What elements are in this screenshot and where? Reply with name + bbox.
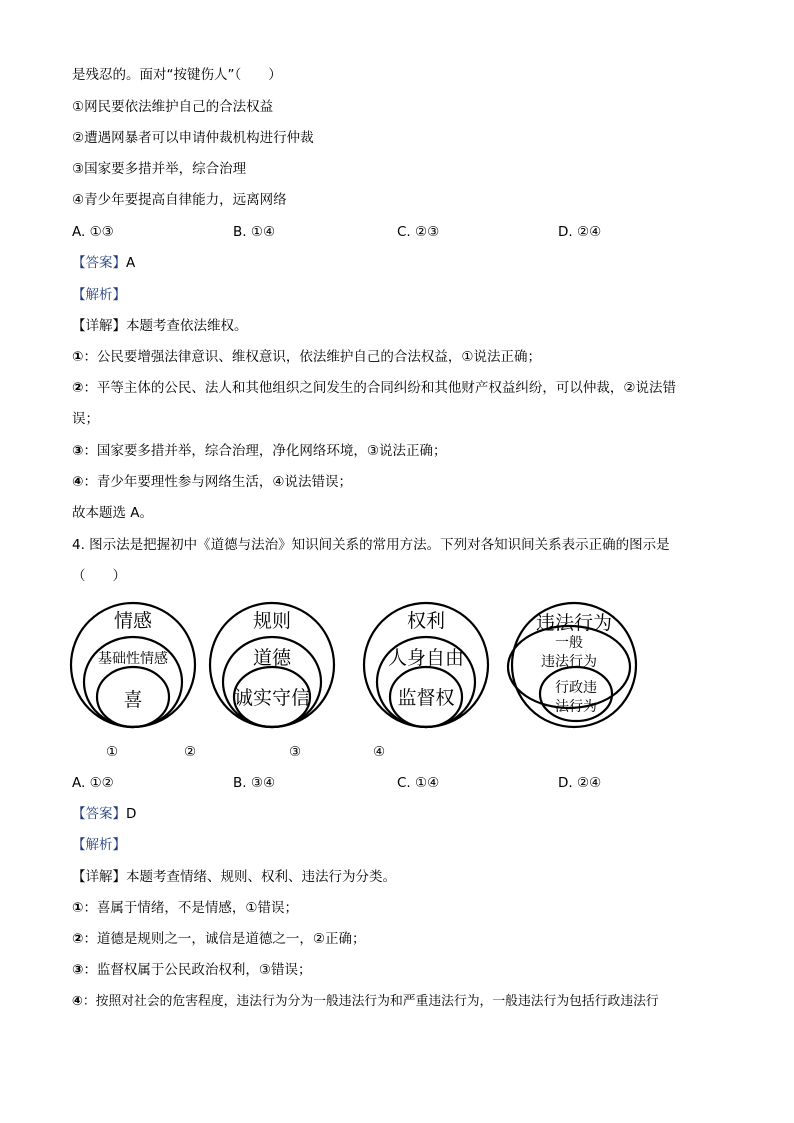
d1-outer-label: 情感 [113, 610, 153, 632]
q3-explain-2 [72, 379, 676, 397]
q4-answer [72, 805, 136, 823]
q4-analysis-heading [72, 836, 126, 854]
q4-explain-3 [72, 961, 312, 979]
d4-inner-label-line1: 行政违 [555, 680, 597, 696]
q3-explain-2-cont: 误； [72, 411, 99, 427]
q3-option-d: D. ②④ [558, 224, 602, 240]
q3-statement-3: ③国家要多措并举，综合治理 [72, 161, 247, 177]
explain-text: ：道德是规则之一，诚信是道德之一，②正确； [83, 931, 366, 947]
q4-stem-paren: （ ） [72, 568, 126, 584]
d2-outer-label: 规则 [252, 610, 292, 632]
detail-tag: 【详解】 [72, 869, 126, 885]
detail-text: 本题考查情绪、规则、权利、违法行为分类。 [126, 869, 396, 885]
q4-explain-4 [72, 993, 659, 1011]
diagram-3-label: ③ [289, 744, 302, 760]
detail-tag: 【详解】 [72, 318, 126, 334]
explain-text: ：公民要增强法律意识、维权意识，依法维护自己的合法权益，①说法正确； [83, 349, 542, 365]
d4-outer-label: 违法行为 [535, 612, 613, 634]
diagram-3 [364, 603, 488, 727]
d2-middle-label: 道德 [252, 647, 292, 669]
d3-outer-label: 权利 [406, 610, 446, 632]
q3-option-a: A. ①③ [72, 224, 114, 240]
answer-tag: 【答案】 [72, 255, 126, 271]
q4-option-b: B. ③④ [233, 775, 276, 791]
q3-option-b: B. ①④ [233, 224, 276, 240]
d1-inner-label: 喜 [123, 689, 143, 711]
q3-explain-4 [72, 473, 352, 491]
explain-text: ：青少年要理性参与网络生活，④说法错误； [83, 474, 353, 490]
q3-detail [72, 317, 248, 335]
answer-value: D [126, 806, 137, 822]
q3-explain-3 [72, 442, 447, 460]
d4-middle-label-line1: 一般 [555, 635, 583, 651]
q3-explain-1 [72, 348, 541, 366]
analysis-tag: 【解析】 [72, 837, 126, 853]
q3-stem-tail: 是残忍的。面对“按键伤人”（ ） [72, 67, 282, 83]
explain-text: ：监督权属于公民政治权利，③错误； [83, 962, 312, 978]
q3-analysis-heading [72, 286, 126, 304]
q3-answer [72, 254, 135, 272]
diagram-1-label: ① [106, 744, 119, 760]
q4-explain-1 [72, 899, 298, 917]
explain-text: ：国家要多措并举，综合治理，净化网络环境，③说法正确； [83, 443, 447, 459]
q4-option-a: A. ①② [72, 775, 114, 791]
explain-text: ：按照对社会的危害程度，违法行为分为一般违法行为和严重违法行为，一般违法行为包括行政违法行 [82, 994, 659, 1009]
explain-text: ：平等主体的公民、法人和其他组织之间发生的合同纠纷和其他财产权益纠纷，可以仲裁，②说法错 [83, 380, 677, 396]
diagram-1 [71, 603, 195, 727]
d3-middle-label: 人身自由 [387, 647, 465, 669]
q3-option-c: C. ②③ [397, 224, 440, 240]
explain-number: ④ [72, 474, 84, 490]
answer-value: A [126, 255, 136, 271]
explain-number: ① [72, 349, 84, 365]
diagram-4-label: ④ [373, 744, 386, 760]
q3-statement-2: ②遭遇网暴者可以申请仲裁机构进行仲裁 [72, 130, 314, 146]
q4-option-d: D. ②④ [558, 775, 602, 791]
d2-inner-label: 诚实守信 [233, 687, 311, 709]
q3-statement-4: ④青少年要提高自律能力，远离网络 [72, 192, 287, 208]
q4-diagrams [68, 600, 648, 770]
explain-number: ③ [72, 443, 84, 459]
q4-detail [72, 868, 396, 886]
explain-number: ② [72, 380, 84, 396]
d4-middle-label-line2: 违法行为 [541, 654, 597, 670]
q3-statement-1: ①网民要依法维护自己的合法权益 [72, 99, 274, 115]
diagram-2 [210, 603, 334, 727]
d4-inner-label-line2: 法行为 [555, 699, 597, 715]
explain-number: ① [72, 900, 84, 916]
explain-number: ② [72, 931, 84, 947]
diagram-4 [508, 603, 636, 727]
q4-explain-2 [72, 930, 366, 948]
analysis-tag: 【解析】 [72, 287, 126, 303]
d1-middle-label: 基础性情感 [98, 651, 168, 667]
q4-option-c: C. ①④ [397, 775, 440, 791]
detail-text: 本题考查依法维权。 [126, 318, 248, 334]
explain-text: ：喜属于情绪，不是情感，①错误； [83, 900, 299, 916]
diagram-2-label: ② [184, 744, 197, 760]
q3-conclusion: 故本题选 A。 [72, 505, 154, 521]
d3-inner-label: 监督权 [397, 687, 455, 709]
explain-number: ④ [72, 994, 83, 1009]
q4-stem: 4. 图示法是把握初中《道德与法治》知识间关系的常用方法。下列对各知识间关系表示正确的图示是 [72, 537, 670, 553]
answer-tag: 【答案】 [72, 806, 126, 822]
explain-number: ③ [72, 962, 84, 978]
